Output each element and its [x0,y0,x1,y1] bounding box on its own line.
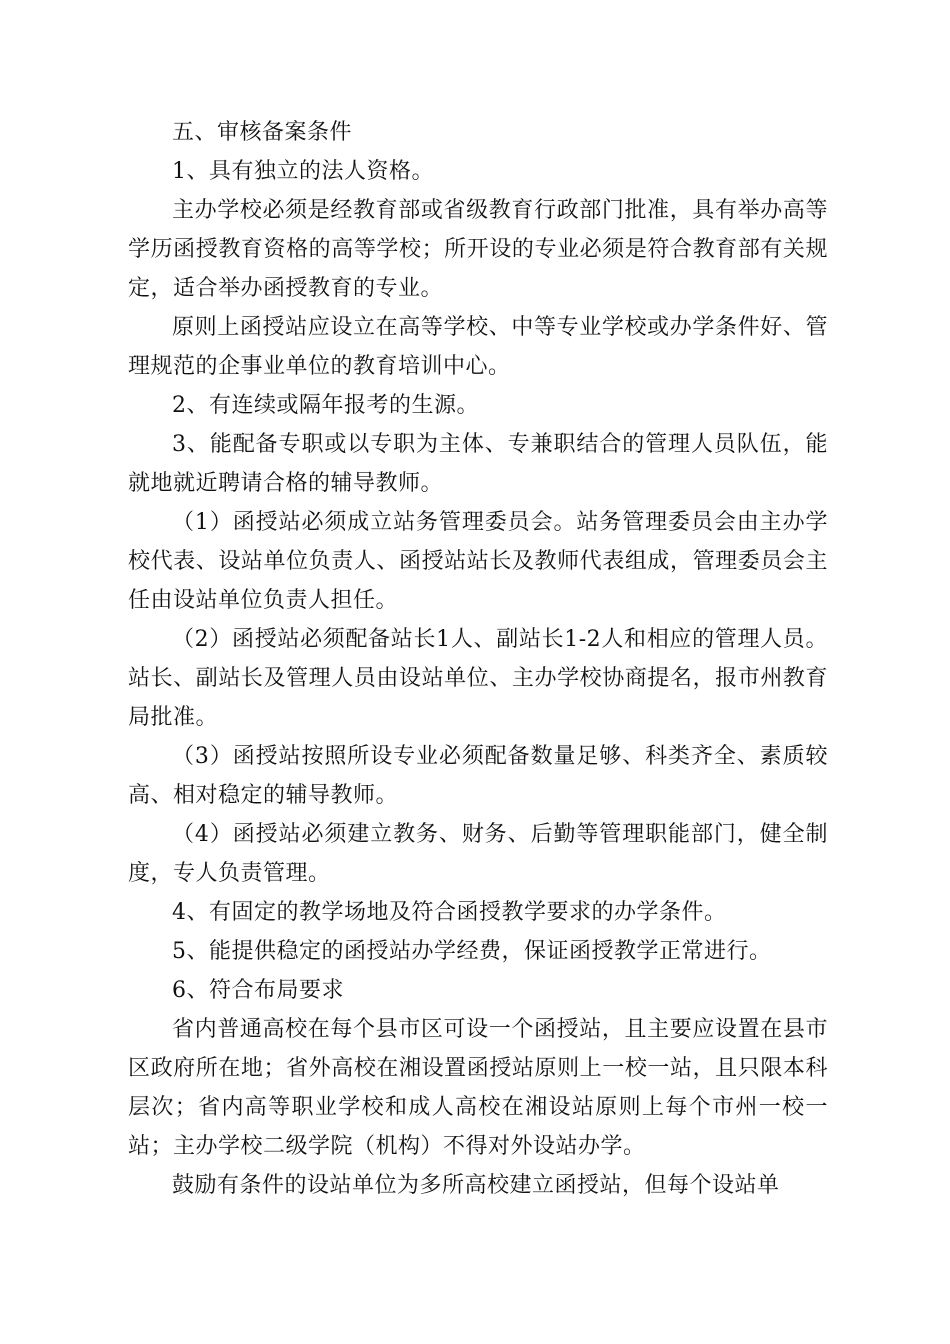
paragraph-station-location: 原则上函授站应设立在高等学校、中等专业学校或办学条件好、管理规范的企事业单位的教育培训中心。 [128,315,828,379]
paragraph-item-2: 2、有连续或隔年报考的生源。 [172,393,479,418]
paragraph-sub-3: （3）函授站按照所设专业必须配备数量足够、科类齐全、素质较高、相对稳定的辅导教师。 [128,744,828,808]
section-heading: 五、审核备案条件 [172,120,353,145]
paragraph-sub-1: （1）函授站必须成立站务管理委员会。站务管理委员会由主办学校代表、设站单位负责人、函授站站长及教师代表组成，管理委员会主任由设站单位负责人担任。 [128,510,828,613]
paragraph-item-6: 6、符合布局要求 [172,978,344,1003]
paragraph-encouragement: 鼓励有条件的设站单位为多所高校建立函授站，但每个设站单 [172,1173,780,1198]
paragraph-item-4: 4、有固定的教学场地及符合函授教学要求的办学条件。 [172,900,727,925]
document-body [128,113,828,1205]
paragraph-host-school: 主办学校必须是经教育部或省级教育行政部门批准，具有举办高等学历函授教育资格的高等学校；所开设的专业必须是符合教育部有关规定，适合举办函授教育的专业。 [128,198,828,301]
paragraph-sub-4: （4）函授站必须建立教务、财务、后勤等管理职能部门，健全制度，专人负责管理。 [128,822,828,886]
paragraph-layout-rules: 省内普通高校在每个县市区可设一个函授站，且主要应设置在县市区政府所在地；省外高校在湘设置函授站原则上一校一站，且只限本科层次；省内高等职业学校和成人高校在湘设站原则上每个市州一校一站；主办学校二级学院（机构）不得对外设站办学。 [128,1017,828,1159]
paragraph-item-1: 1、具有独立的法人资格。 [172,159,434,184]
paragraph-item-3: 3、能配备专职或以专职为主体、专兼职结合的管理人员队伍，能就地就近聘请合格的辅导教师。 [128,432,828,496]
paragraph-item-5: 5、能提供稳定的函授站办学经费，保证函授教学正常进行。 [172,939,772,964]
paragraph-sub-2: （2）函授站必须配备站长1人、副站长1-2人和相应的管理人员。站长、副站长及管理人员由设站单位、主办学校协商提名，报市州教育局批准。 [128,627,828,730]
